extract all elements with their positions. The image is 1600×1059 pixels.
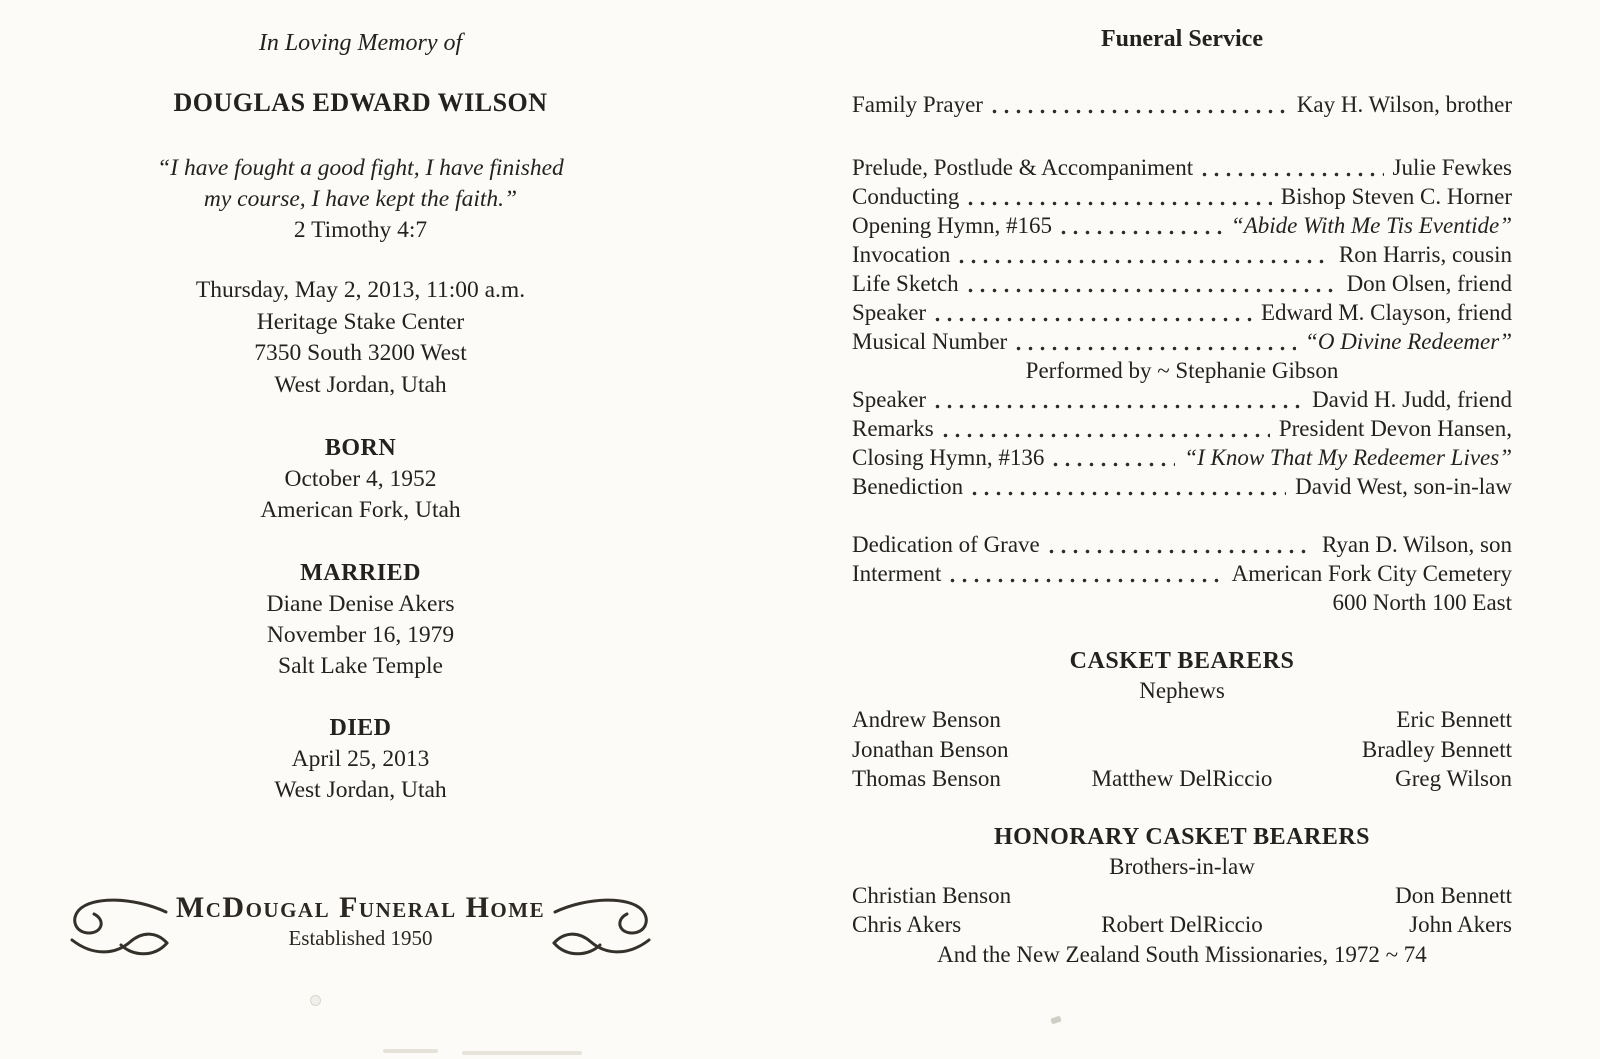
bearer-row xyxy=(852,764,1512,794)
funeral-service-heading: Funeral Service xyxy=(1101,26,1263,52)
program-group xyxy=(852,90,1512,119)
bearer-row xyxy=(852,881,1512,911)
program-line xyxy=(852,385,1512,414)
bearer-name: Thomas Benson xyxy=(852,766,1001,791)
program-item-label: Family Prayer xyxy=(852,92,983,117)
casket-bearers-subheading: Nephews xyxy=(1139,678,1225,703)
program-item-label: Remarks xyxy=(852,416,934,441)
bearer-name: Matthew DelRiccio xyxy=(1091,766,1273,791)
dot-leader xyxy=(943,433,1270,438)
program-item-label: Invocation xyxy=(852,242,951,267)
program-line xyxy=(852,472,1512,501)
born-place: American Fork, Utah xyxy=(260,497,461,523)
memory-line: In Loving Memory of xyxy=(258,30,463,56)
program-item-label: Interment xyxy=(852,561,942,586)
bearer-name xyxy=(1072,735,1292,765)
funeral-home-name: McDougal Funeral Home xyxy=(175,891,546,924)
bearer-name xyxy=(1072,705,1292,735)
bearer-name: Andrew Benson xyxy=(852,707,1001,732)
program-group xyxy=(852,530,1512,617)
service-venue: Heritage Stake Center xyxy=(256,308,465,335)
dot-leader xyxy=(968,288,1338,293)
program-line: 600 North 100 East xyxy=(1332,590,1512,615)
deceased-name: DOUGLAS EDWARD WILSON xyxy=(173,88,548,117)
program-left-page xyxy=(78,0,643,964)
quote-reference: 2 Timothy 4:7 xyxy=(293,217,428,243)
married-spouse: Diane Denise Akers xyxy=(266,591,455,617)
program-item-value: Don Olsen, friend xyxy=(1346,271,1512,296)
program-line xyxy=(852,90,1512,119)
program-line xyxy=(852,298,1512,327)
program-line xyxy=(852,153,1512,182)
program-line xyxy=(852,414,1512,443)
bearer-name: Christian Benson xyxy=(852,882,1012,908)
bearer-name: Jonathan Benson xyxy=(852,736,1009,762)
scan-artifact xyxy=(1050,1016,1061,1025)
program-line xyxy=(852,559,1512,588)
program-item-label: Musical Number xyxy=(852,329,1008,354)
dot-leader xyxy=(972,491,1286,496)
program-item-label: Benediction xyxy=(852,474,964,499)
flourish-left-icon xyxy=(66,892,170,964)
program-item-value: Ron Harris, cousin xyxy=(1338,242,1512,267)
bearer-row xyxy=(852,705,1512,735)
dot-leader xyxy=(1053,462,1175,467)
died-date: April 25, 2013 xyxy=(291,746,430,772)
service-details xyxy=(78,275,643,401)
program-item-label: Speaker xyxy=(852,387,927,412)
program-item-value: Bishop Steven C. Horner xyxy=(1280,184,1512,209)
dot-leader xyxy=(1049,549,1313,554)
bearer-name: Robert DelRiccio xyxy=(1101,912,1263,937)
bearer-name: Bradley Bennett xyxy=(1361,736,1512,762)
missionaries-line: And the New Zealand South Missionaries, 1972 ~ 74 xyxy=(937,941,1427,967)
program-item-value: Kay H. Wilson, brother xyxy=(1296,92,1512,117)
program-item-label: Closing Hymn, #136 xyxy=(852,445,1045,470)
dot-leader xyxy=(935,317,1252,322)
service-datetime: Thursday, May 2, 2013, 11:00 a.m. xyxy=(195,277,526,303)
program-line xyxy=(852,240,1512,269)
program-item-label: Life Sketch xyxy=(852,271,959,296)
married-section xyxy=(78,557,643,682)
born-heading: BORN xyxy=(324,435,397,461)
program-item-label: Dedication of Grave xyxy=(852,532,1040,557)
program-line xyxy=(852,211,1512,240)
scan-artifact xyxy=(383,1049,438,1053)
funeral-home-logo xyxy=(78,878,643,964)
program-line xyxy=(852,182,1512,211)
program-item-value: “O Divine Redeemer” xyxy=(1305,329,1512,354)
dot-leader xyxy=(1061,230,1222,235)
quote-line-1: “I have fought a good fight, I have finished xyxy=(157,155,564,181)
dot-leader xyxy=(1202,172,1383,177)
scan-artifact xyxy=(462,1051,582,1055)
died-section xyxy=(78,712,643,806)
service-city: West Jordan, Utah xyxy=(274,371,447,398)
bearer-name xyxy=(1072,881,1292,911)
dot-leader xyxy=(992,109,1288,114)
program-group xyxy=(852,153,1512,501)
bearer-name: Chris Akers xyxy=(852,912,962,937)
scripture-quote xyxy=(78,153,643,246)
program-item-value: “I Know That My Redeemer Lives” xyxy=(1184,445,1512,470)
dot-leader xyxy=(968,201,1271,206)
dot-leader xyxy=(1016,346,1296,351)
program-item-label: Opening Hymn, #165 xyxy=(852,213,1052,238)
bearer-name: Eric Bennett xyxy=(1396,707,1512,732)
program-item-value: Ryan D. Wilson, son xyxy=(1321,532,1512,557)
program-line xyxy=(852,269,1512,298)
program-item-label: Conducting xyxy=(852,184,960,209)
program-line xyxy=(852,327,1512,356)
quote-line-2: my course, I have kept the faith.” xyxy=(203,186,518,212)
married-heading: MARRIED xyxy=(300,560,421,586)
honorary-casket-bearers-section xyxy=(852,822,1512,969)
program-item-value: David West, son-in-law xyxy=(1295,474,1512,499)
scan-artifact xyxy=(310,995,321,1006)
program-item-value: President Devon Hansen, xyxy=(1278,416,1512,441)
flourish-right-icon xyxy=(551,892,655,964)
program-item-value: David H. Judd, friend xyxy=(1312,387,1512,412)
honorary-bearers-heading: HONORARY CASKET BEARERS xyxy=(993,823,1371,850)
program-item-value: “Abide With Me Tis Eventide” xyxy=(1230,213,1512,238)
bearer-name: John Akers xyxy=(1409,912,1512,937)
program-line xyxy=(852,530,1512,559)
funeral-home-established: Established 1950 xyxy=(288,926,433,950)
married-place: Salt Lake Temple xyxy=(278,653,443,679)
honorary-bearers-rows xyxy=(852,881,1512,940)
program-item-label: Prelude, Postlude & Accompaniment xyxy=(852,155,1194,180)
bearer-row xyxy=(852,735,1512,765)
bearer-row xyxy=(852,910,1512,940)
funeral-home-text xyxy=(170,891,551,951)
married-date: November 16, 1979 xyxy=(266,622,455,648)
program-item-label: Speaker xyxy=(852,300,927,325)
died-heading: DIED xyxy=(329,715,392,741)
service-address: 7350 South 3200 West xyxy=(254,340,467,366)
casket-bearers-heading: CASKET BEARERS xyxy=(1069,648,1295,674)
died-place: West Jordan, Utah xyxy=(274,777,447,803)
program-line xyxy=(852,443,1512,472)
dot-leader xyxy=(935,404,1303,409)
program-item-value: Julie Fewkes xyxy=(1392,155,1512,180)
dot-leader xyxy=(950,578,1222,583)
honorary-bearers-subheading: Brothers-in-law xyxy=(1109,853,1255,879)
bearer-name: Greg Wilson xyxy=(1395,766,1512,791)
program-right-page xyxy=(852,0,1512,969)
born-date: October 4, 1952 xyxy=(284,466,437,492)
program-line: Performed by ~ Stephanie Gibson xyxy=(1025,358,1339,383)
born-section xyxy=(78,432,643,526)
casket-bearers-rows xyxy=(852,705,1512,794)
program-item-value: Edward M. Clayson, friend xyxy=(1260,300,1512,325)
bearer-name: Don Bennett xyxy=(1395,882,1512,908)
casket-bearers-section xyxy=(852,646,1512,794)
service-program xyxy=(852,90,1512,617)
program-item-value: American Fork City Cemetery xyxy=(1231,561,1512,586)
dot-leader xyxy=(959,259,1330,264)
